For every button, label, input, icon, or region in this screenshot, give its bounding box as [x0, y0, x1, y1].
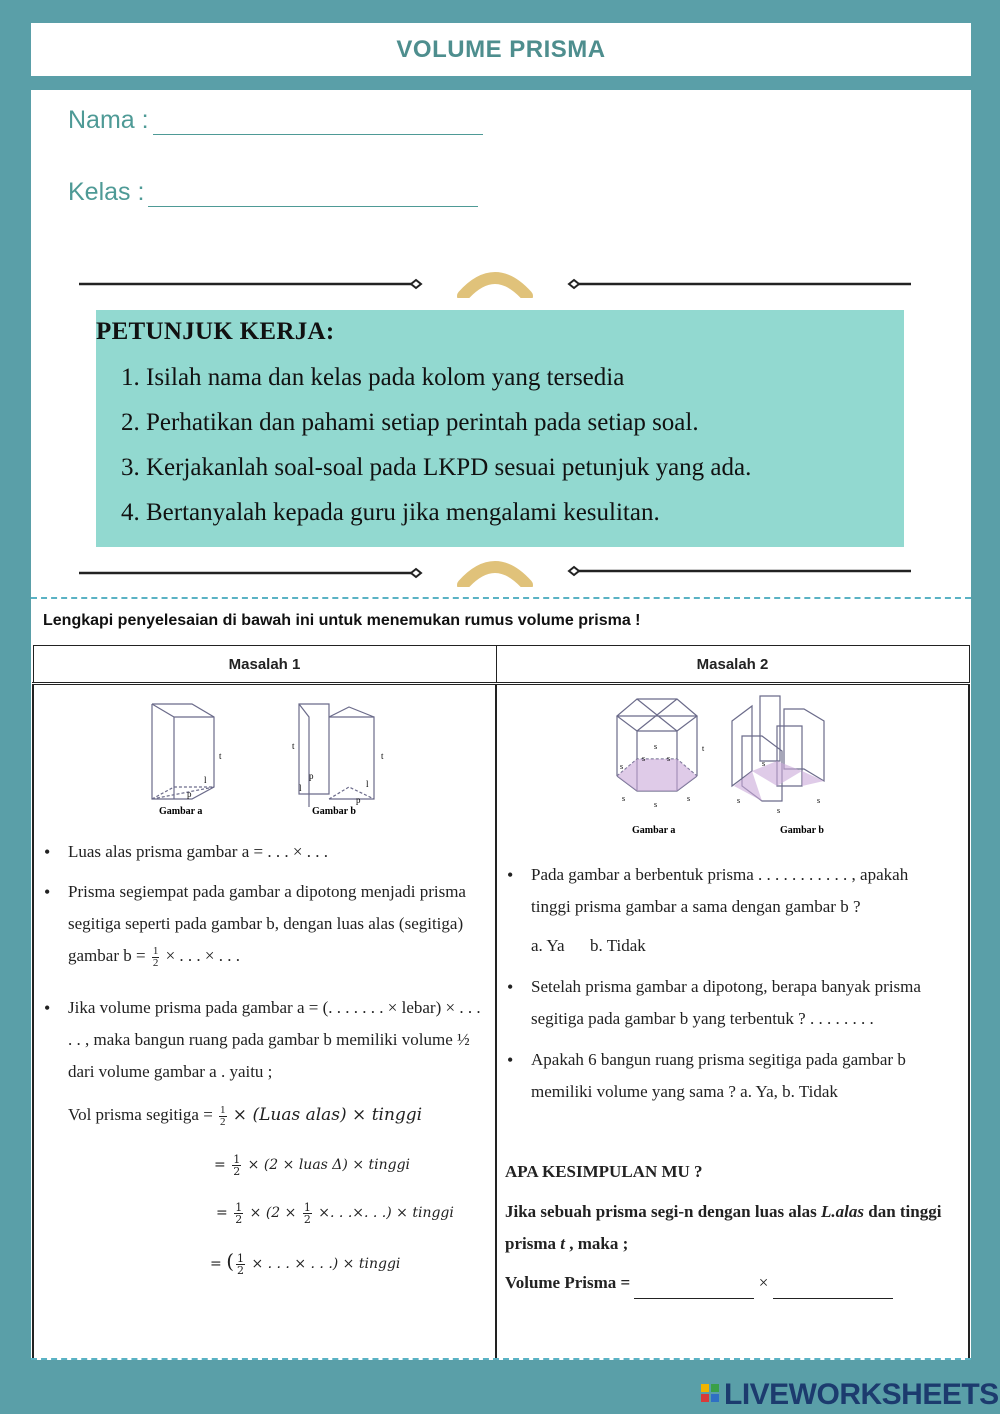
ornament-divider-bottom [79, 557, 911, 587]
label-s: s [622, 794, 626, 803]
label-p: p [309, 771, 314, 781]
masalah2-cell [496, 684, 969, 1360]
instruction-item: 3. Kerjakanlah soal-soal pada LKPD sesuai petunjuk yang ada. [121, 454, 752, 481]
vol-equation-4: = ( $\frac{1}{2}$ × . . . × . . .) × tinggi [210, 1249, 401, 1277]
problem-table [32, 645, 970, 1360]
nama-label: Nama : [68, 106, 149, 134]
instruction-item: 2. Perhatikan dan pahami setiap perintah pada setiap soal. [121, 409, 699, 436]
prism-figures-2 [602, 691, 872, 836]
task-instruction: Lengkapi penyelesaian di bawah ini untuk menemukan rumus volume prisma ! [43, 612, 641, 629]
masalah2-options1[interactable]: a. Ya b. Tidak [531, 936, 646, 955]
nama-input-line[interactable] [153, 111, 483, 135]
worksheet [31, 90, 971, 1360]
label-p: p [356, 795, 361, 805]
caption-gambar-a: Gambar a [632, 825, 676, 836]
instructions-list [96, 355, 904, 535]
label-s: s [762, 759, 766, 768]
watermark-text: LIVEWORKSHEETS [724, 1378, 999, 1411]
fraction-half: $\frac{1}{2}$ [152, 944, 159, 969]
label-s: s [654, 800, 658, 809]
kelas-field [68, 178, 478, 207]
label-t: t [702, 744, 705, 753]
label-t: t [219, 751, 222, 761]
masalah1-bullet3: • Jika volume prisma pada gambar a = (. . . . . . . × lebar) × . . . . . , maka bangun ruang pada gambar b memiliki volume ½ dari volume gambar a . yaitu ; [68, 992, 488, 1088]
label-s: s [737, 796, 741, 805]
title-bar [31, 23, 971, 76]
caption-gambar-b: Gambar b [312, 806, 356, 814]
masalah1-cell [33, 684, 496, 1360]
bullet2-text: Prisma segiempat pada gambar a dipotong menjadi prisma segitiga seperti pada gambar b, dengan luas alas (segitiga) gambar b = [68, 882, 466, 965]
masalah2-bullet1: • Pada gambar a berbentuk prisma . . . . . . . . . . . , apakah tinggi prisma gambar a sama dengan gambar b ? [531, 859, 951, 923]
masalah2-header: Masalah 2 [496, 646, 969, 684]
caption-gambar-a: Gambar a [159, 806, 203, 814]
kelas-input-line[interactable] [148, 183, 478, 207]
masalah2-bullet2: • Setelah prisma gambar a dipotong, berapa banyak prisma segitiga pada gambar b yang terbentuk ? . . . . . . . . [531, 971, 951, 1035]
label-p: p [187, 789, 192, 799]
nama-field [68, 106, 483, 135]
vol-equation-3: = $\frac{1}{2}$ × (2 × $\frac{1}{2}$ ×. . .×. . .) × tinggi [216, 1200, 454, 1226]
liveworksheets-logo[interactable] [700, 1378, 999, 1412]
label-s: s [642, 754, 646, 763]
conclusion-title: APA KESIMPULAN MU ? [505, 1162, 703, 1181]
label-s: s [667, 754, 671, 763]
volume-formula: Volume Prisma = × [505, 1267, 893, 1299]
formula-blank-1[interactable] [634, 1281, 754, 1299]
vol-equation-1: Vol prisma segitiga = $\frac{1}{2}$ × (Luas alas) × tinggi [68, 1103, 423, 1128]
label-l: l [204, 775, 207, 785]
label-s: s [620, 762, 624, 771]
label-s: s [654, 742, 658, 751]
label-l: l [366, 779, 369, 789]
ornament-divider-top [79, 268, 911, 298]
label-l: l [299, 783, 302, 793]
label-s: s [777, 806, 781, 815]
instruction-item: 1. Isilah nama dan kelas pada kolom yang tersedia [121, 364, 625, 391]
kelas-label: Kelas : [68, 178, 145, 206]
masalah1-header: Masalah 1 [33, 646, 496, 684]
prism-figures-1 [134, 699, 404, 814]
caption-gambar-b: Gambar b [780, 825, 824, 836]
dashed-separator [31, 597, 971, 599]
masalah1-bullet1: • Luas alas prisma gambar a = . . . × . . . [68, 836, 488, 868]
label-s: s [817, 796, 821, 805]
instruction-item: 4. Bertanyalah kepada guru jika mengalami kesulitan. [121, 499, 660, 526]
label-t: t [381, 751, 384, 761]
masalah1-bullet2 [68, 876, 488, 972]
logo-mark-icon [700, 1382, 722, 1410]
label-t: t [292, 741, 295, 751]
masalah2-bullet3: • Apakah 6 bangun ruang prisma segitiga pada gambar b memiliki volume yang sama ? a. Ya, b. Tidak [531, 1044, 951, 1108]
formula-blank-2[interactable] [773, 1281, 893, 1299]
dashed-separator-bottom [31, 1358, 971, 1360]
vol-equation-2: = $\frac{1}{2}$ × (2 × luas Δ) × tinggi [214, 1152, 411, 1178]
page-title: VOLUME PRISMA [396, 35, 606, 63]
bullet2-text-b: × . . . × . . . [165, 946, 240, 965]
instructions-box [96, 310, 904, 547]
conclusion-text: Jika sebuah prisma segi-n dengan luas alas L.alas dan tinggi prisma t , maka ; [505, 1202, 942, 1253]
instructions-heading: PETUNJUK KERJA: [96, 318, 335, 345]
label-s: s [687, 794, 691, 803]
